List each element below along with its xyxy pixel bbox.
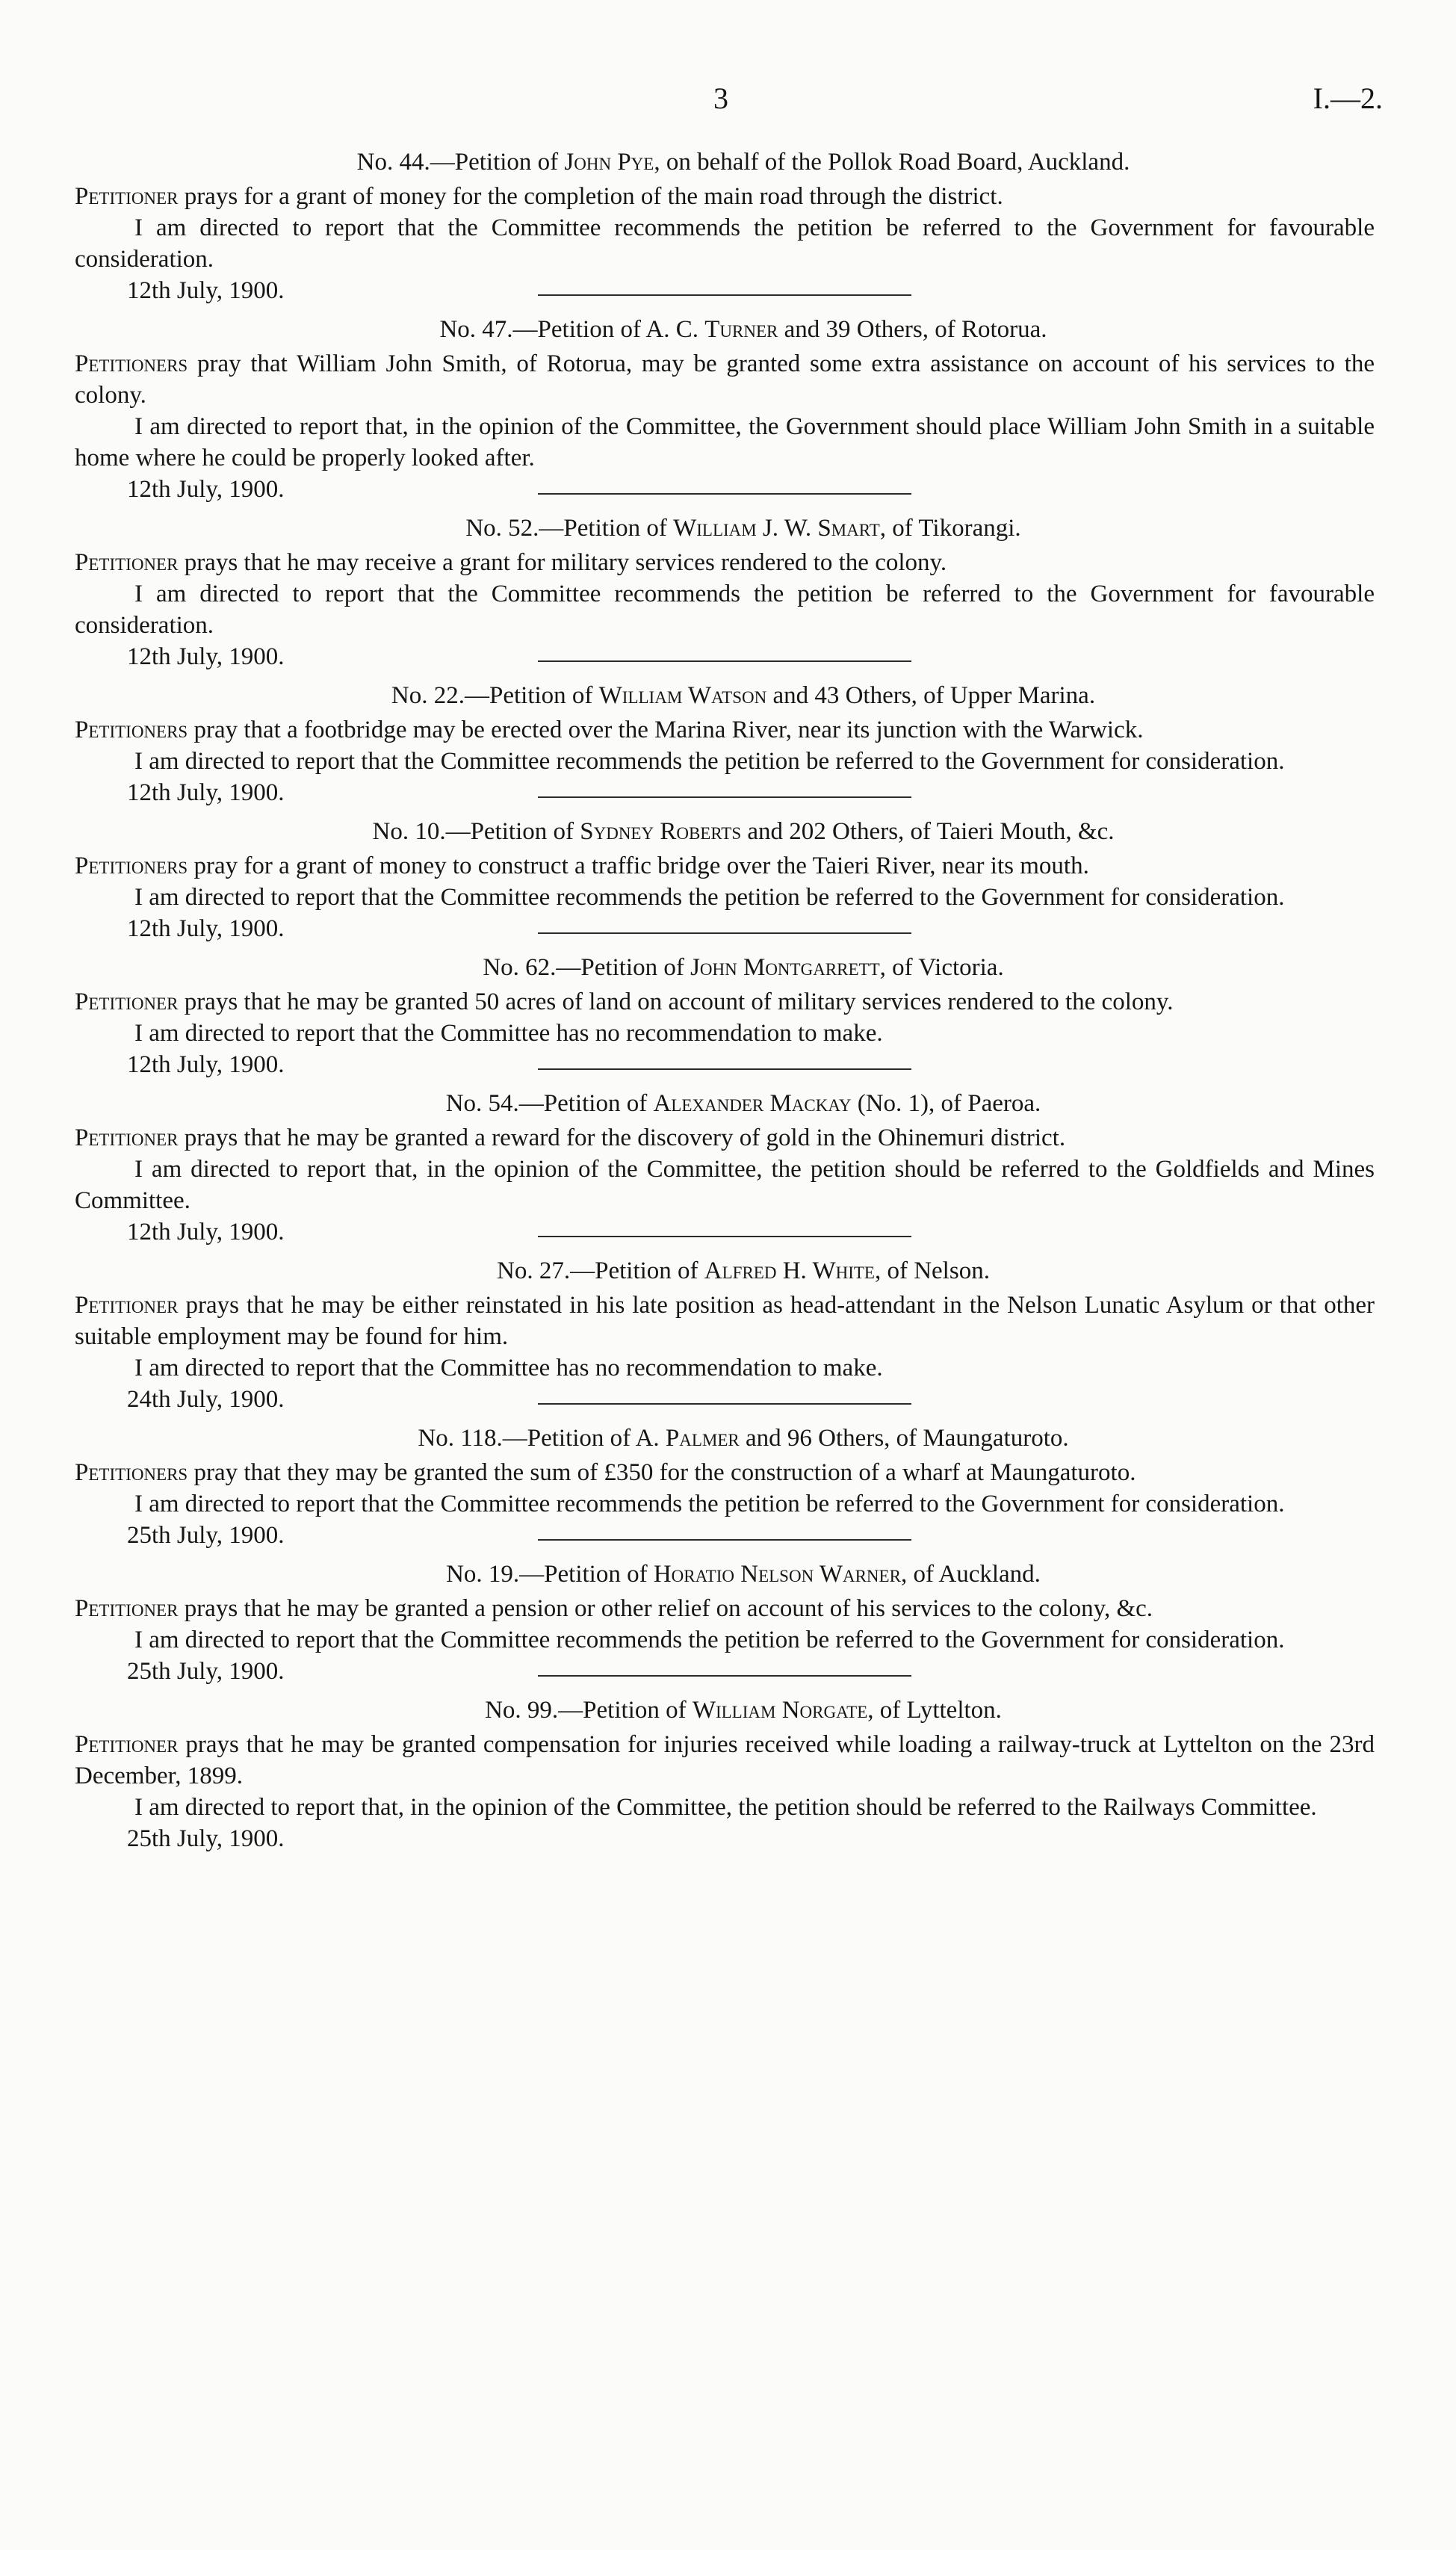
petition-title <box>75 816 1375 847</box>
petitioner-label: Petitioner <box>75 1292 179 1319</box>
title-prefix: No. 27.—Petition of <box>497 1257 704 1284</box>
petition-title <box>75 1088 1375 1119</box>
prayer-text: pray for a grant of money to construct a traffic bridge over the Taieri River, near its mouth. <box>188 852 1089 879</box>
petition-prayer <box>75 714 1375 746</box>
report-date: 12th July, 1900. <box>127 277 285 304</box>
report-date: 12th July, 1900. <box>127 643 285 670</box>
prayer-text: pray that a footbridge may be erected over the Marina River, near its junction with the Warwick. <box>188 717 1144 743</box>
title-prefix: No. 44.—Petition of <box>356 149 565 176</box>
petition-entry <box>75 513 1375 672</box>
petition-entry <box>75 1423 1375 1551</box>
petitioner-label: Petitioners <box>75 717 188 743</box>
petition-entry <box>75 1088 1375 1248</box>
petition-title <box>75 1695 1375 1726</box>
section-divider <box>538 1068 911 1070</box>
petitioner-name: Turner <box>704 316 778 343</box>
petitioner-name: Sydney Roberts <box>580 818 742 845</box>
committee-report: I am directed to report that the Committee recommends the petition be referred to the Government for consideration. <box>134 1627 1285 1653</box>
petition-prayer <box>75 1122 1375 1154</box>
petition-entry <box>75 1559 1375 1687</box>
petition-title <box>75 680 1375 711</box>
petition-prayer <box>75 850 1375 882</box>
section-divider <box>538 1539 911 1541</box>
title-suffix: and 202 Others, of Taieri Mouth, &c. <box>741 818 1115 845</box>
prayer-text: pray that William John Smith, of Rotorua, may be granted some extra assistance on account of his services to the colony. <box>75 350 1375 409</box>
committee-report: I am directed to report that, in the opinion of the Committee, the petition should be referred to the Goldfields and Mines Committee. <box>75 1156 1375 1214</box>
title-suffix: and 39 Others, of Rotorua. <box>778 316 1047 343</box>
prayer-text: prays that he may be granted 50 acres of land on account of military services rendered to the colony. <box>178 988 1174 1015</box>
petition-prayer <box>75 1290 1375 1352</box>
title-suffix: , of Lyttelton. <box>867 1697 1002 1724</box>
report-date: 25th July, 1900. <box>127 1522 285 1549</box>
petition-title <box>75 1559 1375 1590</box>
petition-entry <box>75 146 1375 306</box>
prayer-text: prays that he may receive a grant for military services rendered to the colony. <box>178 549 947 576</box>
report-date: 12th July, 1900. <box>127 915 285 942</box>
committee-report: I am directed to report that the Committee recommends the petition be referred to the Government for consideration. <box>134 884 1285 911</box>
title-suffix: and 43 Others, of Upper Marina. <box>766 682 1096 709</box>
petition-title <box>75 1255 1375 1287</box>
committee-report: I am directed to report that, in the opinion of the Committee, the Government should place William John Smith in a suitable home where he could be properly looked after. <box>75 413 1375 471</box>
title-suffix: (No. 1), of Paeroa. <box>851 1090 1041 1117</box>
title-suffix: and 96 Others, of Maungaturoto. <box>739 1425 1069 1452</box>
committee-report: I am directed to report that the Committee recommends the petition be referred to the Government for favourable consideration. <box>75 214 1375 273</box>
section-divider <box>538 660 911 662</box>
report-date: 12th July, 1900. <box>127 1051 285 1078</box>
title-prefix: No. 47.—Petition of A. C. <box>439 316 705 343</box>
petitioner-name: John Pye <box>564 149 654 176</box>
petition-prayer <box>75 348 1375 411</box>
section-divider <box>538 1675 911 1677</box>
petition-prayer <box>75 1593 1375 1624</box>
petition-entry <box>75 1255 1375 1415</box>
prayer-text: pray that they may be granted the sum of £350 for the construction of a wharf at Maungaturoto. <box>188 1459 1136 1486</box>
report-date: 24th July, 1900. <box>127 1386 285 1413</box>
petition-prayer <box>75 181 1375 212</box>
title-suffix: , on behalf of the Pollok Road Board, Auckland. <box>654 149 1130 176</box>
committee-report: I am directed to report that the Committee recommends the petition be referred to the Government for consideration. <box>134 1491 1285 1517</box>
petitioner-name: William J. W. Smart <box>673 515 880 542</box>
petition-list <box>75 146 1375 1854</box>
petitioner-label: Petitioner <box>75 549 179 576</box>
report-date: 12th July, 1900. <box>127 779 285 806</box>
petitioner-name: John Montgarrett <box>690 954 880 981</box>
report-date: 25th July, 1900. <box>127 1658 285 1685</box>
petitioner-label: Petitioner <box>75 1731 179 1758</box>
petition-prayer <box>75 1457 1375 1488</box>
petition-entry <box>75 314 1375 505</box>
petitioner-label: Petitioner <box>75 183 179 210</box>
petition-entry <box>75 1695 1375 1854</box>
petitioner-label: Petitioner <box>75 1124 179 1151</box>
petition-title <box>75 146 1375 178</box>
section-divider <box>538 932 911 934</box>
petition-entry <box>75 816 1375 944</box>
prayer-text: prays that he may be granted a pension or other relief on account of his services to the colony, &c. <box>178 1595 1153 1622</box>
petitioner-name: Horatio Nelson Warner <box>653 1561 901 1588</box>
petition-title <box>75 952 1375 983</box>
title-suffix: , of Tikorangi. <box>879 515 1021 542</box>
prayer-text: prays that he may be either reinstated in his late position as head-attendant in the Nelson Lunatic Asylum or that other suitable employment may be found for him. <box>75 1292 1375 1350</box>
report-date: 12th July, 1900. <box>127 476 285 503</box>
petitioner-label: Petitioner <box>75 1595 179 1622</box>
petition-title <box>75 314 1375 345</box>
section-divider <box>538 1236 911 1237</box>
petition-prayer <box>75 986 1375 1018</box>
petition-entry <box>75 952 1375 1080</box>
title-prefix: No. 118.—Petition of A. <box>418 1425 666 1452</box>
committee-report: I am directed to report that the Committee recommends the petition be referred to the Government for favourable consideration. <box>75 581 1375 639</box>
title-suffix: , of Auckland. <box>900 1561 1041 1588</box>
prayer-text: prays that he may be granted a reward for the discovery of gold in the Ohinemuri district. <box>178 1124 1066 1151</box>
petition-prayer <box>75 547 1375 578</box>
report-date: 12th July, 1900. <box>127 1219 285 1245</box>
section-divider <box>538 1403 911 1405</box>
petitioner-label: Petitioner <box>75 988 179 1015</box>
petitioner-name: William Norgate <box>692 1697 868 1724</box>
title-prefix: No. 52.—Petition of <box>465 515 674 542</box>
committee-report: I am directed to report that, in the opinion of the Committee, the petition should be referred to the Railways Committee. <box>134 1794 1317 1821</box>
petitioner-name: Alfred H. White <box>704 1257 875 1284</box>
petitioner-name: Alexander Mackay <box>653 1090 852 1117</box>
page-header <box>0 81 1456 126</box>
prayer-text: prays that he may be granted compensation for injuries received while loading a railway-truck at Lyttelton on the 23rd December, 1899. <box>75 1731 1375 1789</box>
petitioner-label: Petitioners <box>75 852 188 879</box>
title-prefix: No. 54.—Petition of <box>445 1090 654 1117</box>
petitioner-label: Petitioners <box>75 1459 188 1486</box>
petitioner-name: Palmer <box>665 1425 740 1452</box>
title-suffix: , of Victoria. <box>879 954 1004 981</box>
title-prefix: No. 62.—Petition of <box>483 954 691 981</box>
committee-report: I am directed to report that the Committee has no recommendation to make. <box>134 1355 883 1381</box>
title-prefix: No. 10.—Petition of <box>372 818 580 845</box>
petition-entry <box>75 680 1375 808</box>
petitioner-name: William Watson <box>598 682 767 709</box>
title-prefix: No. 22.—Petition of <box>391 682 599 709</box>
committee-report: I am directed to report that the Committee recommends the petition be referred to the Government for consideration. <box>134 748 1285 775</box>
petition-title <box>75 513 1375 544</box>
page-number: 3 <box>713 81 728 115</box>
petitioner-label: Petitioners <box>75 350 188 377</box>
title-prefix: No. 99.—Petition of <box>485 1697 693 1724</box>
title-prefix: No. 19.—Petition of <box>446 1561 654 1588</box>
section-divider <box>538 493 911 495</box>
committee-report: I am directed to report that the Committee has no recommendation to make. <box>134 1020 883 1047</box>
petition-prayer <box>75 1729 1375 1792</box>
section-divider <box>538 294 911 296</box>
title-suffix: , of Nelson. <box>874 1257 990 1284</box>
report-date: 25th July, 1900. <box>127 1825 285 1852</box>
section-divider <box>538 796 911 798</box>
prayer-text: prays for a grant of money for the completion of the main road through the district. <box>178 183 1003 210</box>
document-reference: I.—2. <box>1313 81 1383 115</box>
petition-title <box>75 1423 1375 1454</box>
